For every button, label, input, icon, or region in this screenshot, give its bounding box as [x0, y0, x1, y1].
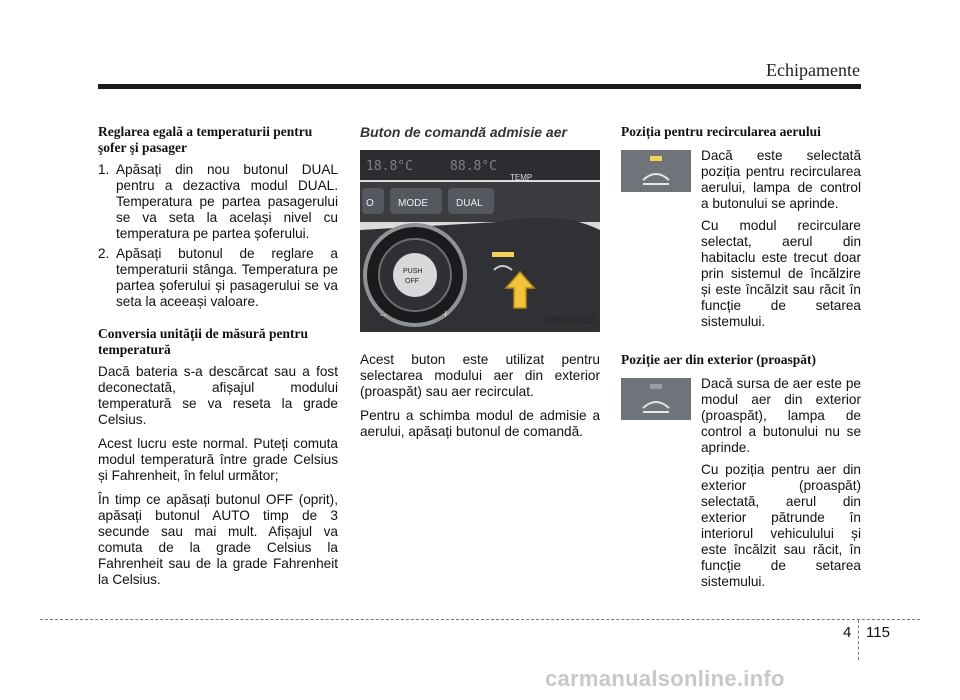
svg-text:OFF: OFF	[405, 278, 419, 285]
step-text: Apăsați din nou butonul DUAL pentru a dezactiva modul DUAL. Temperatura pe partea pasagerului se va seta la același nivel cu temperatura pe partea șoferului.	[116, 162, 338, 241]
paragraph: Dacă sursa de aer este pe modul aer din exterior (proaspăt), lampa de control a butonului nu se aprinde.	[701, 376, 861, 455]
paragraph: Cu modul recirculare selectat, aerul din habitaclu este trecut doar prin sistemul de încălzire și este încălzit sau răcit în funcție de setarea sistemului.	[701, 218, 861, 329]
lamp-off-icon	[650, 384, 662, 389]
svg-text:O: O	[366, 198, 374, 209]
climate-panel-illustration	[360, 150, 600, 332]
lamp-on-icon	[650, 156, 662, 161]
paragraph: În timp ce apăsați butonul OFF (oprit), apăsați butonul AUTO timp de 3 secunde sau mai mult. Afișajul va comuta de la grade Celsius la Fahrenheit sau de la grade Fahrenheit la Celsius.	[98, 492, 338, 587]
svg-text:88.8°C: 88.8°C	[450, 159, 497, 174]
svg-text:MODE: MODE	[398, 198, 428, 209]
watermark: carmanualsonline.info	[545, 666, 785, 691]
column-left	[98, 124, 338, 596]
svg-text:18.8°C: 18.8°C	[366, 159, 413, 174]
section-heading-recirculation: Poziția pentru recircularea aerului	[621, 124, 821, 139]
paragraph: Pentru a schimba modul de admisie a aerului, apăsați butonul de comandă.	[360, 408, 600, 439]
paragraph: Acest buton este utilizat pentru selectarea modului aer din exterior (proaspăt) sau aer recirculat.	[360, 352, 600, 399]
page-header-title: Echipamente	[766, 60, 860, 80]
step-number: 1.	[98, 162, 110, 177]
fresh-air-button-thumbnail	[621, 378, 691, 420]
section-heading-unit-conversion: Conversia unităţii de măsură pentru temperatură	[98, 326, 309, 357]
svg-text:+: +	[442, 307, 450, 321]
step-text: Apăsați butonul de reglare a temperaturii stânga. Temperatura pe partea șoferului și pasagerului se va seta la aceeași valoare.	[116, 246, 338, 309]
paragraph: Dacă bateria s-a descărcat sau a fost deconectată, afișajul modului temperatură se va reseta la grade Celsius.	[98, 364, 338, 427]
list-item	[98, 162, 338, 242]
paragraph: Dacă este selectată poziția pentru recircularea aerului, lampa de control a butonului se aprinde.	[701, 148, 861, 211]
fresh-air-block	[621, 376, 863, 596]
climate-panel-figure	[360, 150, 600, 332]
footer-rule	[40, 619, 920, 620]
step-number: 2.	[98, 246, 110, 261]
header-rule	[98, 84, 861, 89]
chapter-number: 4	[843, 624, 852, 641]
column-right	[621, 124, 863, 596]
section-heading-fresh-air: Poziție aer din exterior (proaspăt)	[621, 352, 816, 367]
page-number	[843, 624, 890, 641]
svg-text:TEMP: TEMP	[510, 173, 533, 182]
page-number-value: 115	[866, 624, 890, 641]
recirculation-lamp	[492, 252, 514, 257]
svg-text:PUSH: PUSH	[403, 268, 423, 275]
list-item	[98, 246, 338, 310]
paragraph: Acest lucru este normal. Puteți comuta modul temperatură între grade Celsius și Fahrenheit, în felul următor;	[98, 436, 338, 483]
svg-text:–: –	[380, 307, 387, 321]
recirculation-block	[621, 148, 863, 336]
page-number-separator	[858, 620, 859, 660]
recirculation-button-thumbnail	[621, 150, 691, 192]
paragraph: Cu poziția pentru aer din exterior (proaspăt) selectată, aerul din exterior pătrunde în interiorul vehiculului și este încălzit sau răcit, în funcție de setarea sistemului.	[701, 462, 861, 589]
section-heading-equal-temp: Reglarea egală a temperaturii pentru şofer şi pasager	[98, 124, 313, 155]
figure-caption: OMD044117	[545, 315, 596, 325]
column-middle	[360, 124, 600, 448]
push-off-knob[interactable]	[393, 253, 437, 297]
svg-text:DUAL: DUAL	[456, 198, 483, 209]
steps-list	[98, 162, 338, 310]
section-heading-air-intake: Buton de comandă admisie aer	[360, 124, 567, 140]
